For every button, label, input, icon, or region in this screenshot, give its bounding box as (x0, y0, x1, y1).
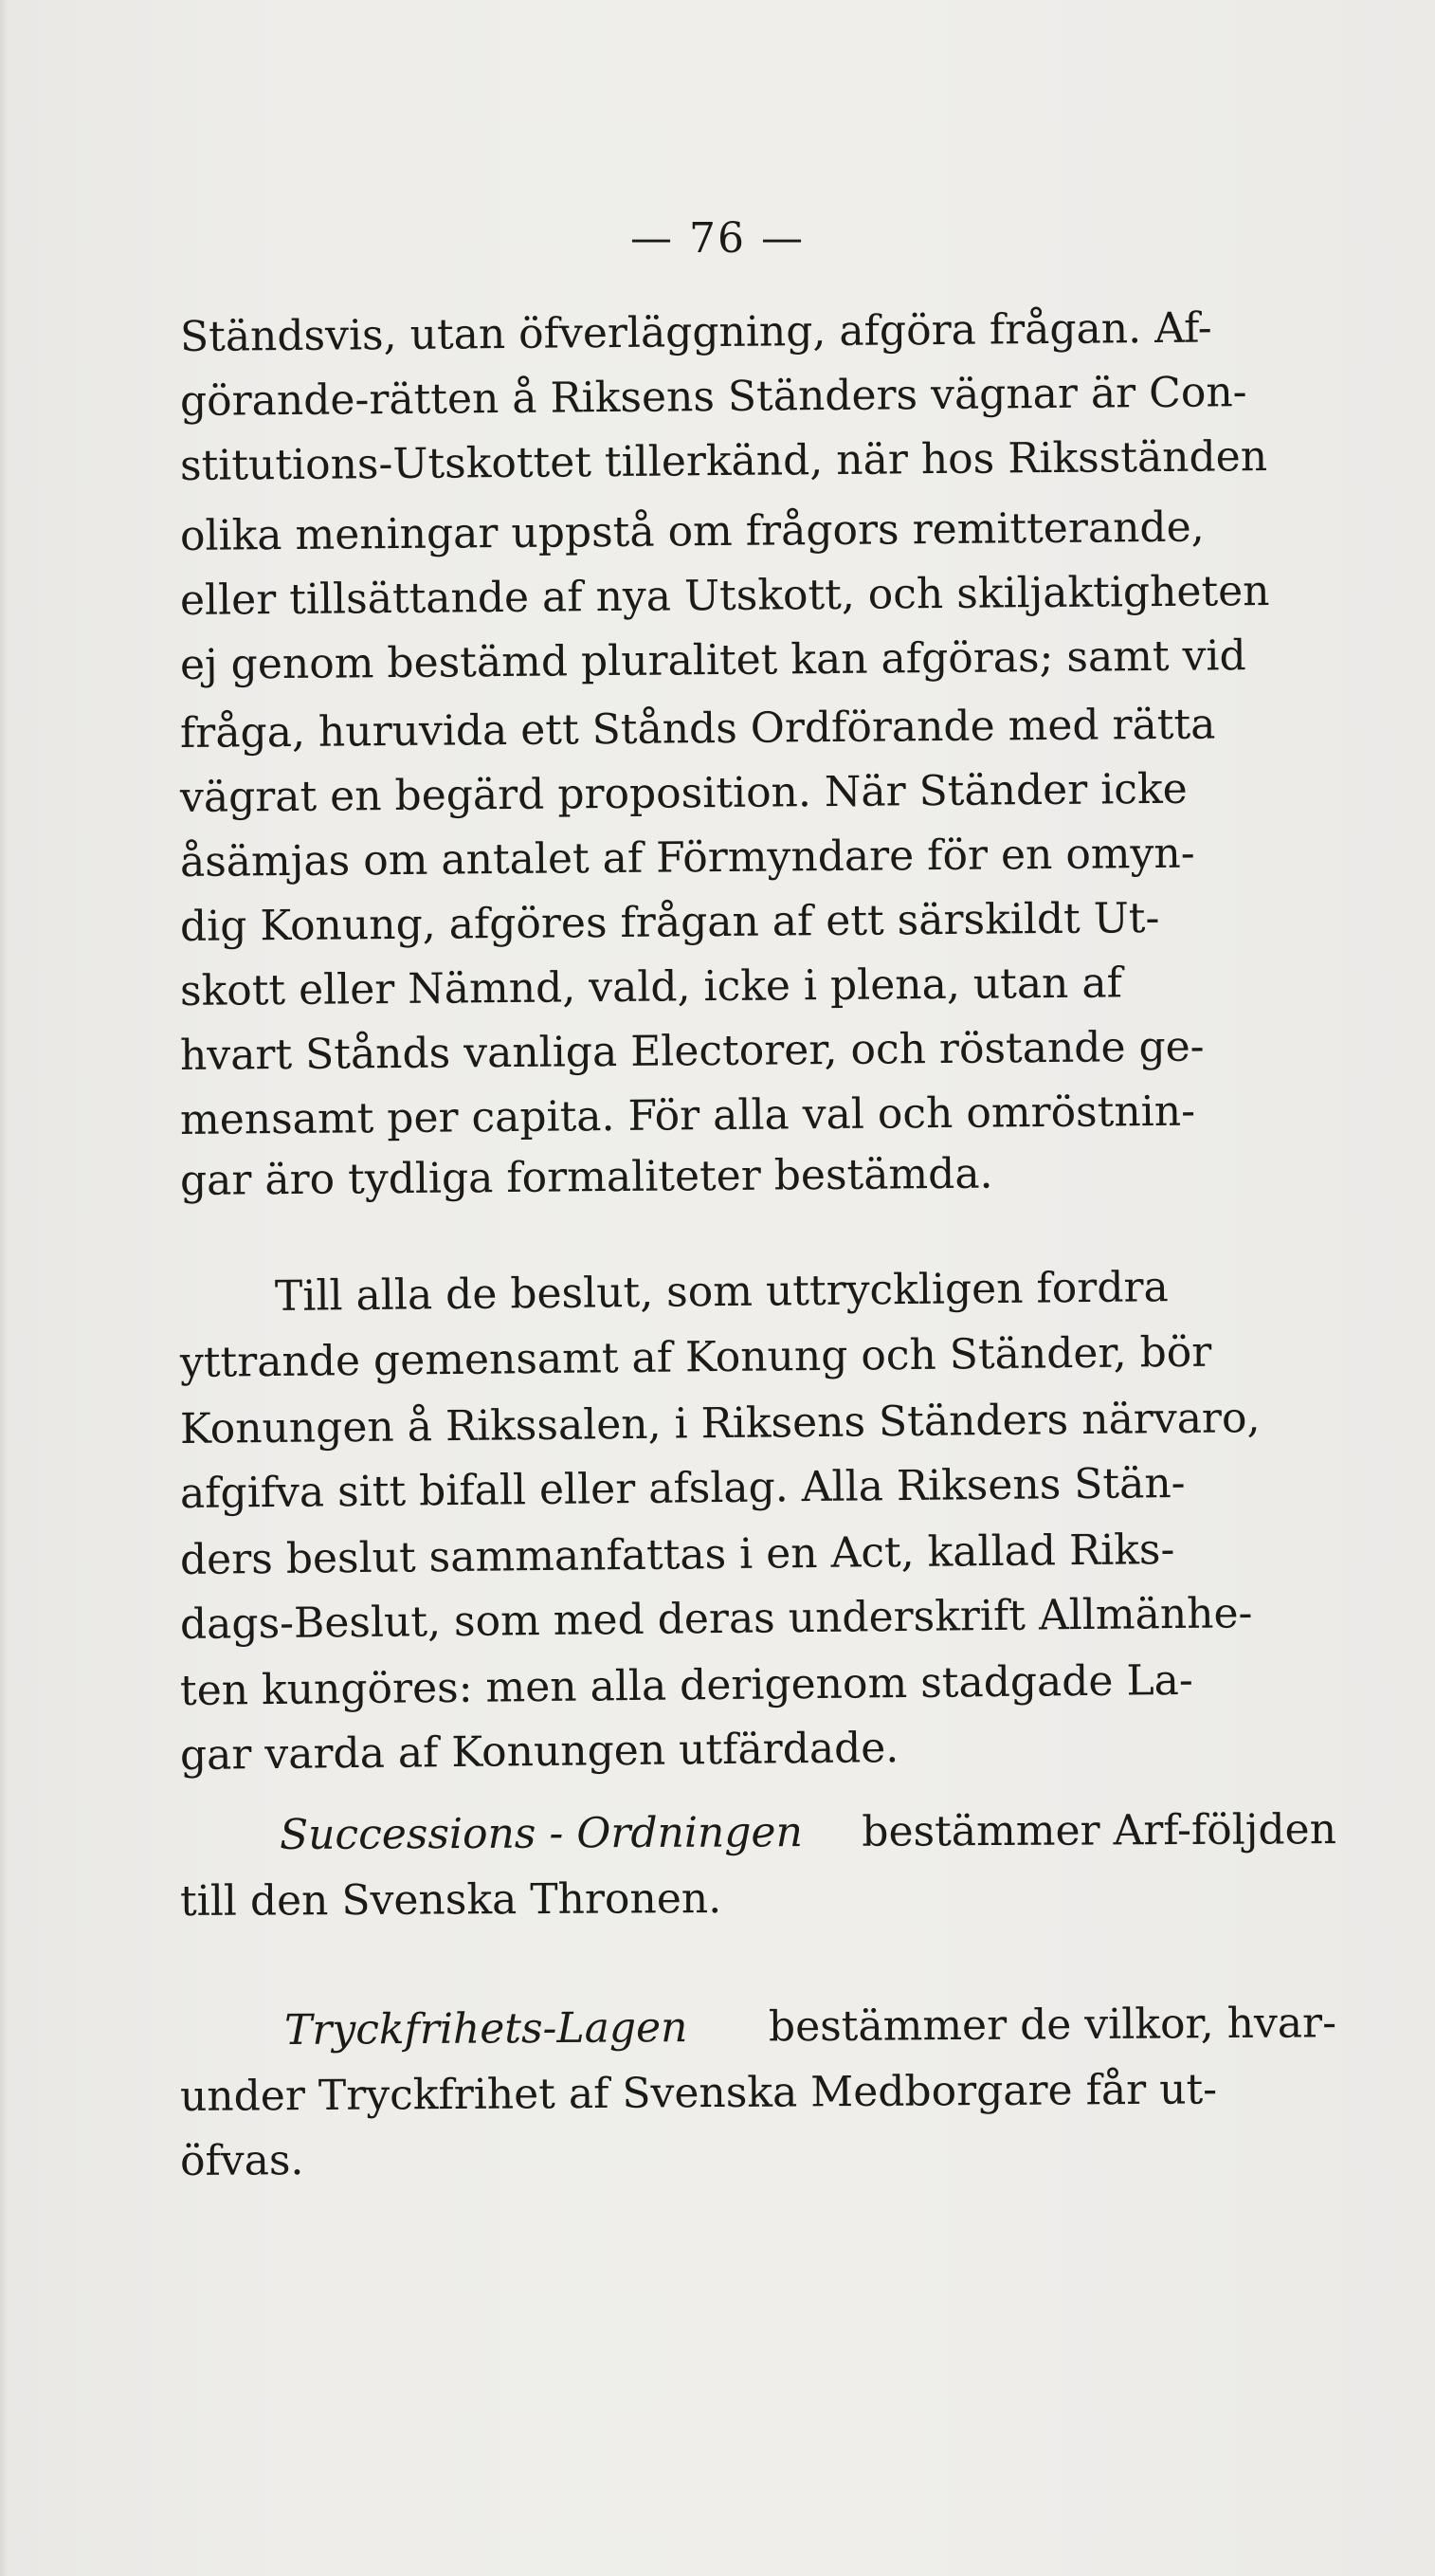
text-line: åsämjas om antalet af Förmyndare för en omyn- (179, 829, 1195, 886)
italic-term: Tryckfrihets-Lagen (283, 2003, 688, 2055)
text-line: eller tillsättande af nya Utskott, och skiljaktigheten (179, 566, 1270, 625)
text-line: skott eller Nämnd, vald, icke i plena, utan af (179, 959, 1123, 1015)
text-line: hvart Stånds vanliga Electorer, och röstande ge- (179, 1022, 1205, 1080)
text-line: Ständsvis, utan öfverläggning, afgöra frågan. Af- (179, 303, 1212, 361)
text-line: Till alla de beslut, som uttryckligen fordra (274, 1263, 1169, 1321)
text-line: stitutions-Utskottet tillerkänd, när hos Riksständen (179, 431, 1268, 490)
text-line: ej genom bestämd pluralitet kan afgöras; samt vid (179, 631, 1246, 689)
text-line: görande-rätten å Riksens Ständers vägnar är Con- (179, 368, 1247, 426)
text-line: olika meningar uppstå om frågors remitterande, (179, 502, 1205, 560)
text-line: till den Svenska Thronen. (179, 1874, 722, 1926)
text-line: dig Konung, afgöres frågan af ett särskildt Ut- (179, 893, 1160, 951)
text-line: mensamt per capita. För alla val och omröstnin- (179, 1087, 1196, 1144)
text-line: ten kungöres: men alla derigenom stadgade La- (179, 1655, 1194, 1715)
text-line (284, 1989, 1336, 2065)
text-span: bestämmer de vilkor, hvar- (768, 1999, 1337, 2052)
text-span: bestämmer Arf-följden (862, 1805, 1337, 1856)
text-line: vägrat en begärd proposition. När Ständer icke (179, 764, 1188, 822)
text-line: ders beslut sammanfattas i en Act, kallad Riks- (179, 1526, 1175, 1584)
text-line (280, 1796, 1336, 1870)
text-line: dags-Beslut, som med deras underskrift Allmänhe- (179, 1589, 1253, 1649)
italic-term: Successions - Ordningen (279, 1808, 803, 1859)
text-line: afgifva sitt bifall eller afslag. Alla Riksens Stän- (179, 1458, 1186, 1518)
page-number: — 76 — (630, 214, 805, 263)
text-line: fråga, huruvida ett Stånds Ordförande med rätta (179, 700, 1216, 758)
text-line: yttrande gemensamt af Konung och Ständer, bör (179, 1327, 1212, 1387)
text-line: gar varda af Konungen utfärdade. (179, 1724, 899, 1780)
text-line: gar äro tydliga formaliteter bestämda. (179, 1149, 993, 1205)
text-line: Konungen å Rikssalen, i Riksens Ständers närvaro, (179, 1394, 1261, 1453)
text-line: öfvas. (179, 2136, 304, 2185)
text-line: under Tryckfrihet af Svenska Medborgare får ut- (179, 2065, 1218, 2121)
